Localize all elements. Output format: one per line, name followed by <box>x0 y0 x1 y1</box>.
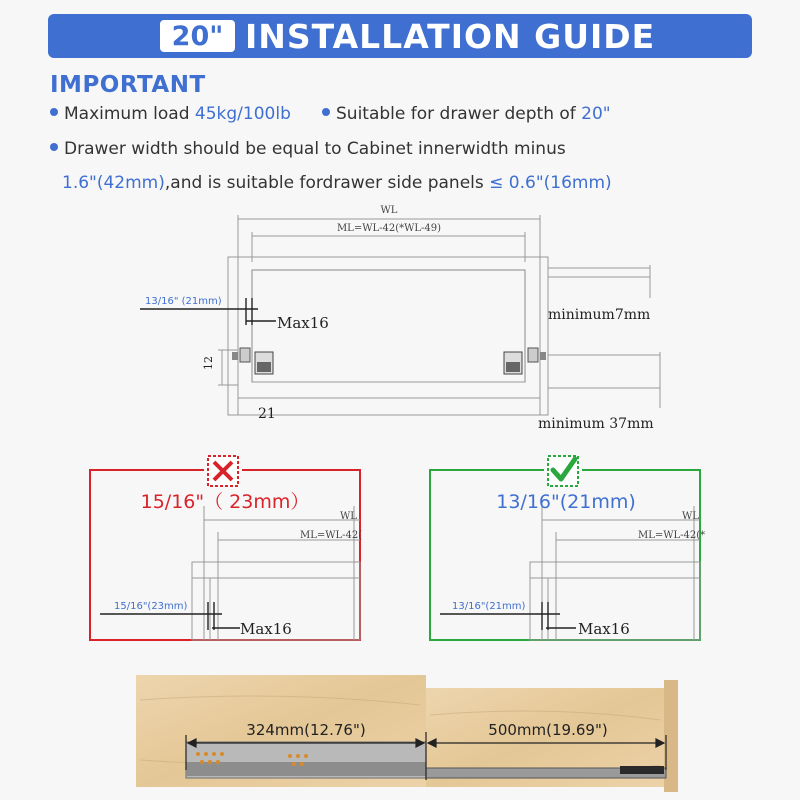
wrong-wl-label: WL <box>340 511 357 522</box>
width-middle: ,and is suitable fordrawer side panels <box>164 173 490 193</box>
wrong-title: 15/16"（ 23mm） <box>140 491 310 513</box>
bullet-icon <box>322 108 330 116</box>
bottom-label: 21 <box>258 406 276 422</box>
note-width <box>50 139 566 159</box>
bullet-icon <box>50 108 58 116</box>
right-ml-label: ML=WL-42(* <box>638 530 706 541</box>
width-line1: Drawer width should be equal to Cabinet innerwidth minus <box>64 139 566 159</box>
important-heading: IMPORTANT <box>50 72 206 98</box>
min37-label: minimum 37mm <box>538 416 654 432</box>
wl-label: WL <box>380 205 398 216</box>
panel-value: ≤ 0.6"(16mm) <box>489 173 612 193</box>
wrong-gap-label: 15/16"(23mm) <box>114 601 188 612</box>
note-depth <box>322 104 611 124</box>
depth-prefix: Suitable for drawer depth of <box>336 104 582 124</box>
min7-label: minimum7mm <box>548 307 651 323</box>
load-prefix: Maximum load <box>64 104 195 124</box>
closed-length-label: 324mm(12.76") <box>246 721 366 739</box>
ml-label: ML=WL-42(*WL-49) <box>336 223 442 234</box>
size-badge: 20" <box>160 20 235 52</box>
page-title: INSTALLATION GUIDE <box>245 17 656 56</box>
right-title: 13/16"(21mm) <box>496 491 636 513</box>
main-diagram <box>0 195 800 435</box>
note-width-cont <box>62 173 612 193</box>
height-label: 12 <box>202 356 215 370</box>
wrong-ml-label: ML=WL-42( <box>300 530 363 541</box>
slide-illustration <box>0 670 800 800</box>
right-wl-label: WL <box>682 511 699 522</box>
gap-label: 13/16" (21mm) <box>145 296 222 307</box>
bullet-icon <box>50 143 58 151</box>
right-gap-label: 13/16"(21mm) <box>452 601 526 612</box>
checkmark-icon <box>548 456 578 486</box>
load-value: 45kg/100lb <box>194 104 291 124</box>
wrong-max16-label: Max16 <box>240 620 292 638</box>
right-example-panel <box>0 450 800 650</box>
width-value: 1.6"(42mm) <box>62 173 165 193</box>
right-max16-label: Max16 <box>578 620 630 638</box>
max16-label: Max16 <box>277 314 329 332</box>
depth-value: 20" <box>581 104 611 124</box>
extension-length-label: 500mm(19.69") <box>488 721 608 739</box>
note-load <box>50 104 291 124</box>
